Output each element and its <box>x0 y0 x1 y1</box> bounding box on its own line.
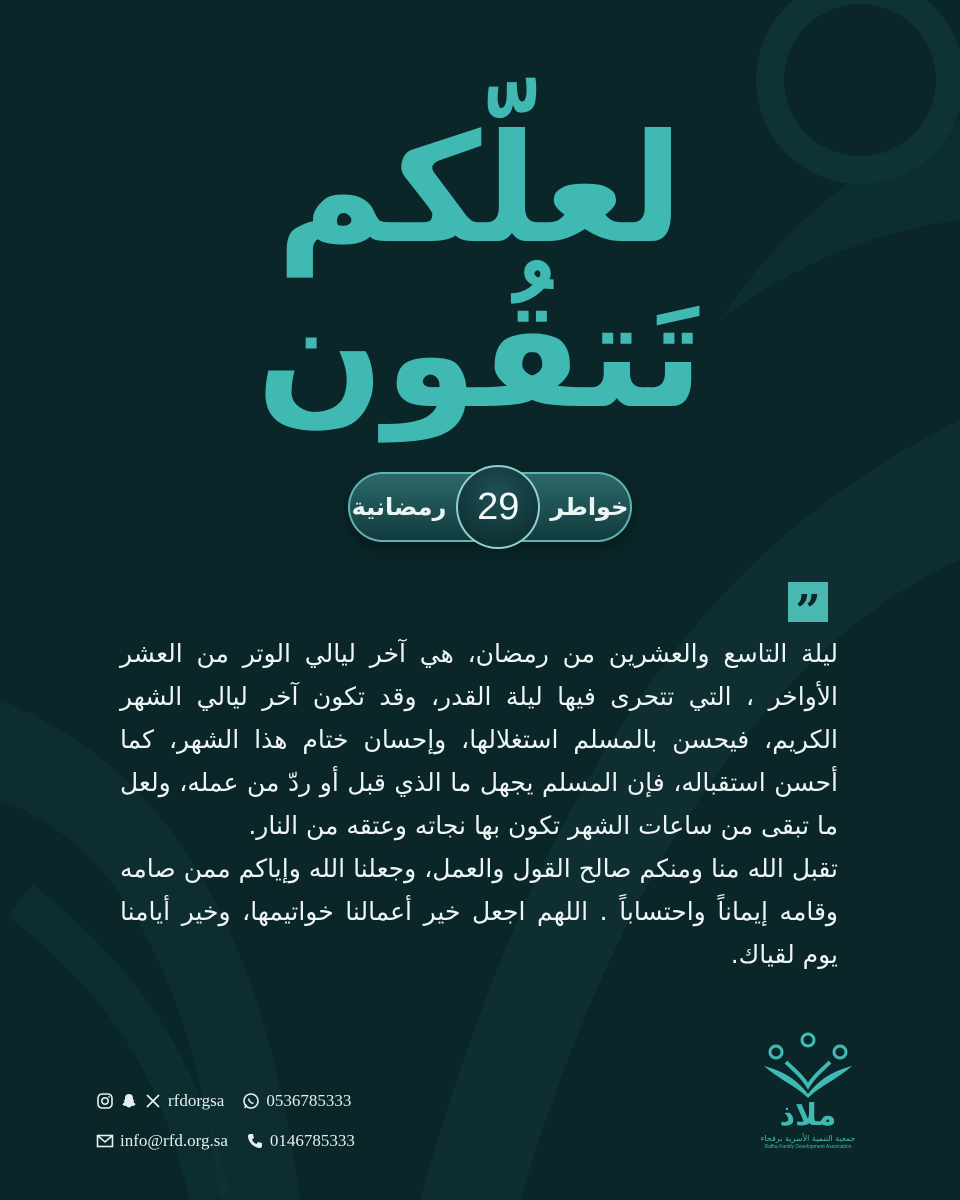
snapchat-icon[interactable] <box>120 1092 138 1110</box>
x-icon[interactable] <box>144 1092 162 1110</box>
body-paragraph-2: تقبل الله منا ومنكم صالح القول والعمل، وجعلنا الله وإياكم ممن صامه وقامه إيماناً واحتساباً . اللهم اجعل خير أعمالنا خواتيمها، وخير أيامنا يوم لقياك. <box>120 854 838 969</box>
instagram-icon[interactable] <box>96 1092 114 1110</box>
logo-name: ملاذ <box>779 1098 837 1133</box>
social-handle[interactable]: rfdorgsa <box>168 1091 225 1110</box>
title-line-2: تَتقُون <box>256 268 704 442</box>
whatsapp-icon[interactable] <box>242 1092 260 1110</box>
mail-icon[interactable] <box>96 1132 114 1150</box>
email-address[interactable]: info@rfd.org.sa <box>120 1131 228 1150</box>
contact-info <box>96 1088 396 1168</box>
logo-subtitle-ar: جمعية التنمية الأسرية برفحاء <box>760 1134 856 1143</box>
quote-mark-icon: ” <box>788 582 828 622</box>
badge-word-right: خواطر <box>550 493 629 521</box>
title-line-1: لعلّكم <box>276 103 684 277</box>
contact-row-email <box>96 1128 396 1154</box>
phone-number[interactable]: 0146785333 <box>269 1131 355 1150</box>
series-badge <box>348 472 632 542</box>
badge-number: 29 <box>456 465 540 549</box>
logo-subtitle-en: Rafha Family Development Association <box>764 1144 852 1150</box>
body-text <box>120 632 838 976</box>
whatsapp-number[interactable]: 0536785333 <box>266 1091 352 1110</box>
phone-icon[interactable] <box>246 1132 264 1150</box>
body-paragraph-1: ليلة التاسع والعشرين من رمضان، هي آخر ليالي الوتر من العشر الأواخر ، التي تتحرى فيها ليلة القدر، وقد تكون آخر ليالي الشهر الكريم، فيحسن بالمسلم استغلالها، وإحسان ختام هذا الشهر، كما أحسن استقباله، فإن المسلم يجهل ما الذي قبل أو ردّ من عمله، ولعل ما تبقى من ساعات الشهر تكون بها نجاته وعتقه من النار. <box>120 639 838 840</box>
badge-word-left: رمضانية <box>351 493 447 521</box>
contact-row-social <box>96 1088 396 1114</box>
